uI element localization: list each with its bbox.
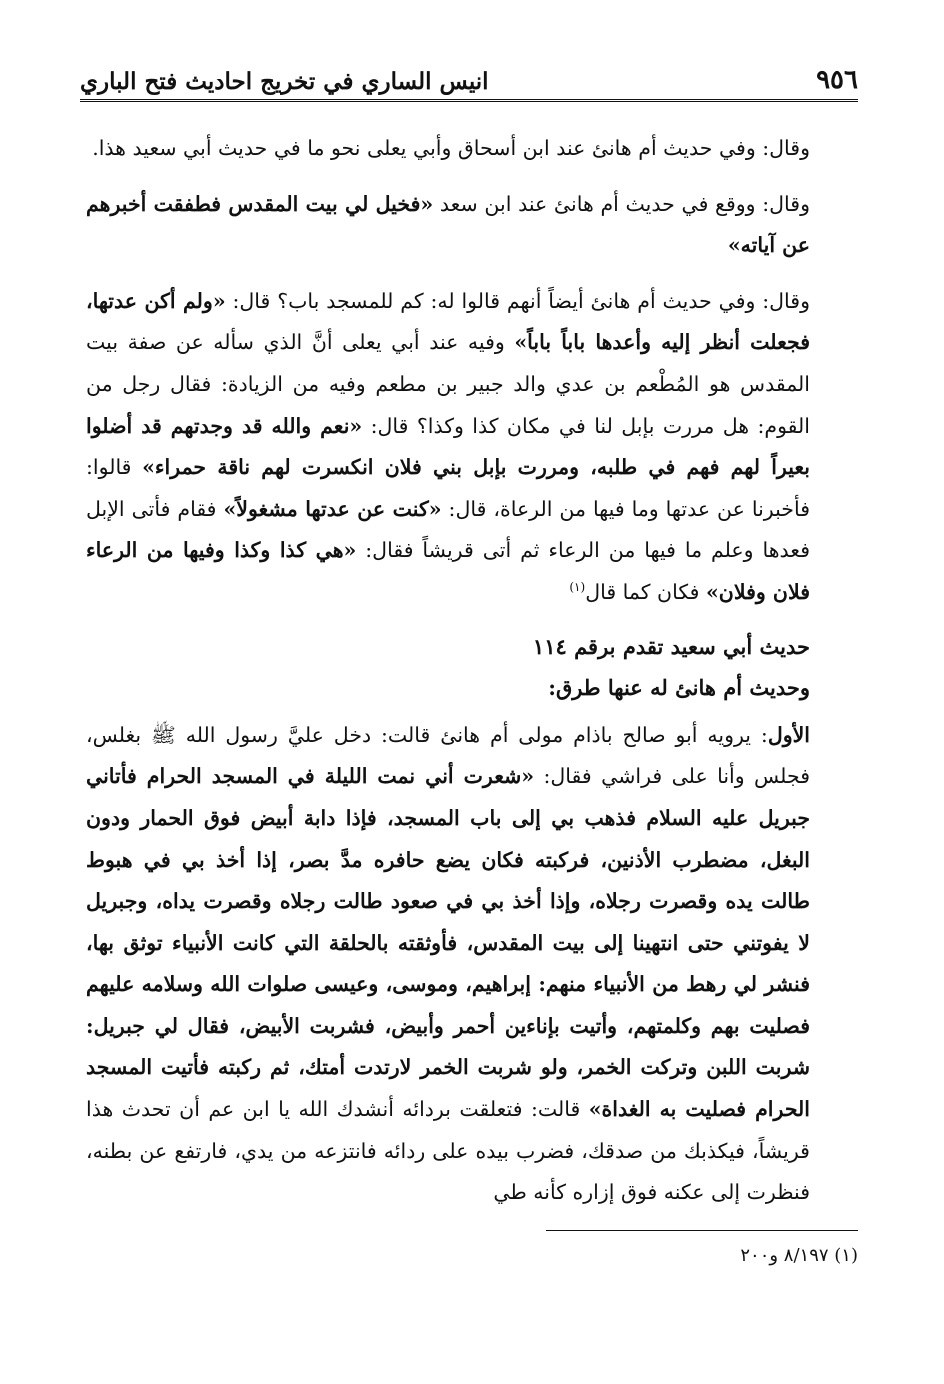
section-heading: وحديث أم هانئ له عنها طرق: [548, 675, 810, 701]
running-title: انيس الساري في تخريج احاديث فتح الباري [80, 68, 489, 95]
footnote: (١) ٨/١٩٧ و٢٠٠ [740, 1245, 858, 1266]
footnote-marker: (١) [569, 580, 586, 595]
quoted-hadith-text: «نعم والله قد وجدتهم قد أضلوا بعيراً لهم فهم في طلبه، ومررت بإبل بني فلان انكسرت لهم ناقة حمراء» [86, 413, 810, 480]
quoted-hadith-text: الأول [767, 722, 810, 747]
body-text: فقام فأتى الإبل فعدها وعلم ما فيها من الرعاء ثم أتى قريشاً فقال: [86, 496, 810, 563]
page-header [80, 62, 858, 102]
section-heading: حديث أبي سعيد تقدم برقم ١١٤ [532, 633, 810, 659]
body-text: قالوا: فأخبرنا عن عدتها وما فيها من الرعاة، قال: [86, 455, 810, 521]
paragraph [86, 281, 810, 614]
paragraph [86, 184, 810, 267]
quoted-hadith-text: «كنت عن عدتها مشغولاً» [223, 496, 442, 521]
main-text [86, 128, 810, 1228]
page-number: ٩٥٦ [816, 65, 858, 95]
body-text: وفيه عند أبي يعلى أنَّ الذي سأله عن صفة بيت المقدس هو المُطْعم بن عدي والد جبير بن مطعم وفيه من الزيادة: فقال رجل من القوم: هل مررت بإبل لنا في مكان كذا وكذا؟ قال: [86, 330, 810, 438]
body-text: وقال: وفي حديث أم هانئ أيضاً أنهم قالوا له: كم للمسجد باب؟ قال: [225, 288, 811, 313]
footnote-divider [546, 1230, 858, 1231]
paragraph [86, 715, 810, 1214]
quoted-hadith-text: «شعرت أني نمت الليلة في المسجد الحرام فأتاني جبريل عليه السلام فذهب بي إلى باب المسجد، فإذا دابة أبيض فوق الحمار ودون البغل، مضطرب الأذنين، فركبته فكان يضع حافره مدَّ بصر، إذا أخذ بي في هبوط طالت يده وقصرت رجلاه، وإذا أخذ بي في صعود طالت رجلاه وقصرت يداه، وجبريل لا يفوتني حتى انتهينا إلى بيت المقدس، فأوثقته بالحلقة التي كانت الأنبياء توثق بها، فنشر لي رهط من الأنبياء منهم: إبراهيم، وموسى، وعيسى صلوات الله وسلامه عليهم فصليت بهم وكلمتهم، وأتيت بإناءين أحمر وأبيض، فشربت الأبيض، فقال لي جبريل: شربت اللبن وتركت الخمر، ولو شربت الخمر لارتدت أمتك، ثم ركبته فأتيت المسجد الحرام فصليت به الغداة» [86, 764, 810, 1122]
body-text: قالت: فتعلقت بردائه أنشدك الله يا ابن عم أن تحدث هذا قريشاً، فيكذبك من صدقك، فضرب بيده على ردائه فانتزعه من يدي، فارتفع عن بطنه، فنظرت إلى عكنه فوق إزاره كأنه طي [86, 1097, 810, 1205]
quoted-hadith-text: «ولم أكن عدتها، فجعلت أنظر إليه وأعدها باباً باباً» [86, 288, 810, 355]
quoted-hadith-text: «هي كذا وكذا وفيها من الرعاء فلان وفلان» [86, 538, 810, 604]
paragraph [86, 128, 810, 170]
body-text: : يرويه أبو صالح باذام مولى أم هانئ قالت: دخل عليَّ رسول الله ﷺ بغلس، فجلس وأنا على فراشي فقال: [86, 722, 810, 789]
body-text: وقال: وفي حديث أم هانئ عند ابن أسحاق وأبي يعلى نحو ما في حديث أبي سعيد هذا. [92, 136, 810, 160]
body-text: وقال: ووقع في حديث أم هانئ عند ابن سعد [433, 191, 810, 216]
body-text: فكان كما قال [585, 579, 706, 604]
quoted-hadith-text: «فخيل لي بيت المقدس فطفقت أخبرهم عن آياته» [86, 191, 810, 258]
